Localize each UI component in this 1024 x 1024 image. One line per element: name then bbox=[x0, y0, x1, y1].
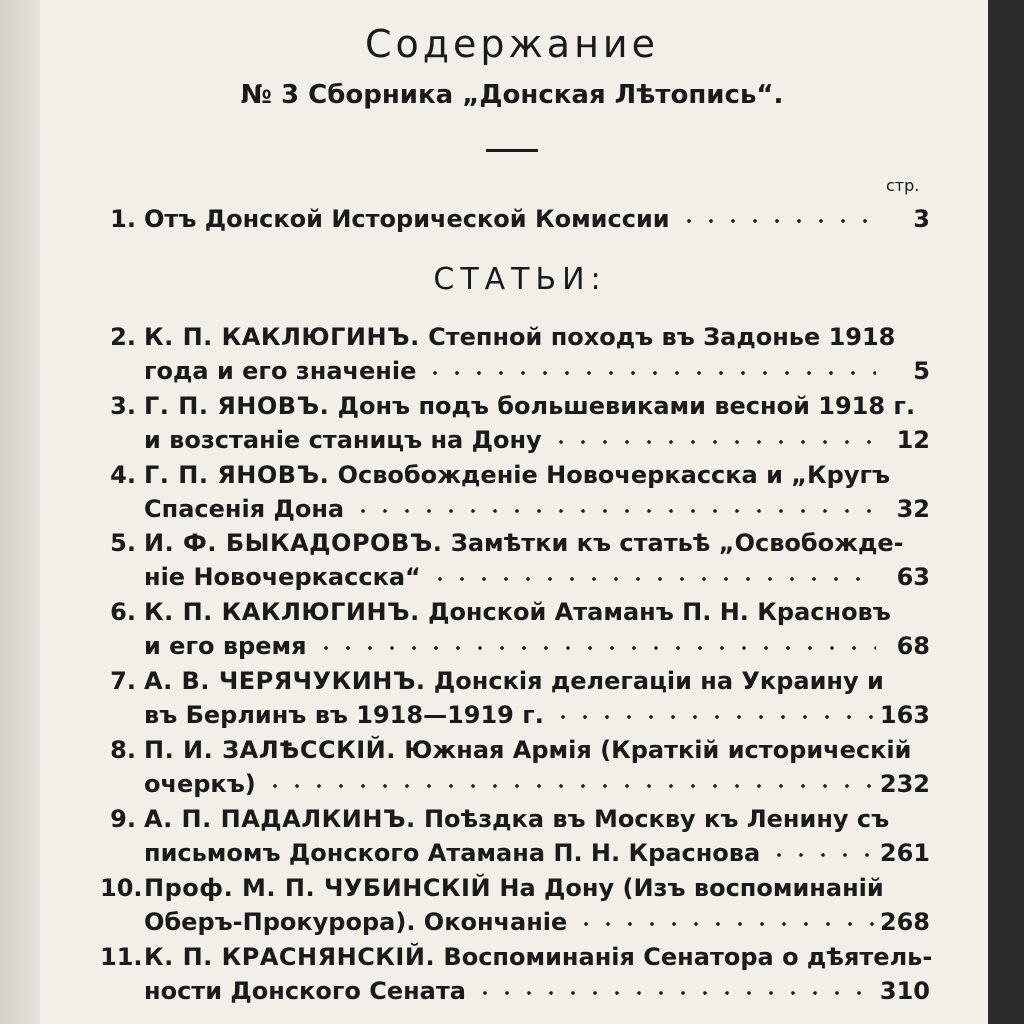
dot-leader bbox=[474, 991, 876, 995]
entry-page: 5 bbox=[913, 357, 930, 385]
entry-title-continued: очеркъ) bbox=[144, 770, 256, 798]
toc-entry bbox=[100, 320, 930, 388]
toc-entry bbox=[100, 802, 930, 870]
entry-line bbox=[144, 664, 884, 698]
entry-page: 163 bbox=[879, 701, 930, 729]
entry-page: 310 bbox=[879, 977, 930, 1005]
page-title: Содержание bbox=[365, 22, 659, 66]
entry-line bbox=[144, 354, 884, 388]
entry-line bbox=[144, 595, 891, 629]
entry-number: 10. bbox=[100, 874, 143, 902]
entry-title-continued: и его время bbox=[144, 632, 307, 660]
entry-page: 68 bbox=[896, 632, 930, 660]
dot-leader bbox=[550, 440, 876, 444]
dot-leader bbox=[264, 784, 876, 788]
entry-line bbox=[144, 560, 884, 594]
entry-title: Воспоминанія Сенатора о дѣятель- bbox=[443, 943, 933, 971]
section-heading: СТАТЬИ: bbox=[433, 262, 607, 297]
entry-title-continued: и возстаніе станицъ на Дону bbox=[144, 426, 542, 454]
entry-author: К. П. КРАСНЯНСКІЙ. bbox=[144, 943, 436, 971]
entry-title: Донскія делегаціи на Украину и bbox=[433, 667, 884, 695]
entry-page: 232 bbox=[879, 770, 930, 798]
page-column-label: стр. bbox=[886, 176, 920, 195]
entry-title: Поѣздка въ Москву къ Ленину съ bbox=[423, 805, 890, 833]
toc-entry bbox=[100, 595, 930, 663]
entry-page: 261 bbox=[879, 839, 930, 867]
entry-line bbox=[144, 940, 933, 974]
entry-text bbox=[144, 802, 890, 870]
entry-page: 12 bbox=[896, 426, 930, 454]
entry-page: 32 bbox=[896, 495, 930, 523]
entry-title-continued: года и его значеніе bbox=[144, 357, 417, 385]
entry-title-continued: въ Берлинъ въ 1918—1919 г. bbox=[144, 701, 544, 729]
entry-number: 6. bbox=[110, 598, 136, 626]
dot-leader bbox=[575, 922, 876, 926]
entry-line bbox=[144, 905, 884, 939]
entry-line bbox=[144, 202, 884, 236]
toc-entry bbox=[100, 526, 930, 594]
entry-line bbox=[144, 802, 890, 836]
dot-leader bbox=[429, 577, 876, 581]
entry-line bbox=[144, 526, 904, 560]
entry-number: 5. bbox=[110, 529, 136, 557]
entry-page: 268 bbox=[879, 908, 930, 936]
entry-title: Степной походъ въ Задонье 1918 bbox=[428, 323, 896, 351]
entry-title-continued: письмомъ Донского Атамана П. Н. Краснова bbox=[144, 839, 761, 867]
entry-line bbox=[144, 974, 884, 1008]
dot-leader bbox=[315, 646, 876, 650]
entry-title-continued: ности Донского Сената bbox=[144, 977, 466, 1005]
entry-text bbox=[144, 202, 884, 236]
entry-author: Г. П. ЯНОВЪ. bbox=[144, 461, 330, 489]
toc-entry bbox=[100, 871, 930, 939]
entry-number: 7. bbox=[110, 667, 136, 695]
entry-number: 11. bbox=[100, 943, 143, 971]
entry-author: П. И. ЗАЛѢССКІЙ. bbox=[144, 736, 396, 764]
entry-title: Донъ подъ большевиками весной 1918 г. bbox=[337, 392, 916, 420]
toc-entry bbox=[100, 664, 930, 732]
entry-title: Замѣтки къ статьѣ „Освобожде- bbox=[450, 529, 904, 557]
entry-number: 9. bbox=[110, 805, 136, 833]
entry-title: Южная Армія (Краткій историческій bbox=[404, 736, 912, 764]
dot-leader bbox=[424, 371, 876, 375]
divider-rule bbox=[486, 149, 538, 152]
toc-entry bbox=[100, 202, 930, 236]
entry-author: К. П. КАКЛЮГИНЪ. bbox=[144, 323, 420, 351]
entry-line bbox=[144, 629, 884, 663]
entry-line bbox=[144, 423, 884, 457]
toc-entry bbox=[100, 940, 933, 1008]
entry-text bbox=[144, 458, 891, 526]
toc-entry bbox=[100, 733, 930, 801]
entry-line bbox=[144, 698, 884, 732]
entry-title: Донской Атаманъ П. Н. Красновъ bbox=[428, 598, 891, 626]
entry-text bbox=[144, 526, 904, 594]
dot-leader bbox=[768, 853, 876, 857]
page-subtitle: № 3 Сборника „Донская Лѣтопись“. bbox=[240, 80, 784, 110]
entry-title: Отъ Донской Исторической Комиссии bbox=[144, 205, 670, 233]
entry-line bbox=[144, 492, 884, 526]
entry-author: А. В. ЧЕРЯЧУКИНЪ. bbox=[144, 667, 426, 695]
page-edge-left bbox=[0, 0, 40, 1024]
entry-text bbox=[144, 320, 896, 388]
entry-line bbox=[144, 458, 891, 492]
entry-number: 2. bbox=[110, 323, 136, 351]
entry-line bbox=[144, 836, 884, 870]
entry-title-continued: ніе Новочеркасска“ bbox=[144, 563, 421, 591]
entry-line bbox=[144, 320, 896, 354]
entry-author: Г. П. ЯНОВЪ. bbox=[144, 392, 330, 420]
page-edge-right bbox=[988, 0, 1024, 1024]
entry-author: Проф. М. П. ЧУБИНСКІЙ bbox=[144, 874, 492, 902]
entry-page: 3 bbox=[913, 205, 930, 233]
entry-page: 63 bbox=[896, 563, 930, 591]
entry-author: А. П. ПАДАЛКИНЪ. bbox=[144, 805, 416, 833]
dot-leader bbox=[678, 219, 876, 223]
toc-entry bbox=[100, 458, 930, 526]
entry-line bbox=[144, 389, 916, 423]
dot-leader bbox=[552, 715, 876, 719]
entry-text bbox=[144, 871, 884, 939]
entry-number: 4. bbox=[110, 461, 136, 489]
entry-line bbox=[144, 767, 884, 801]
entry-number: 3. bbox=[110, 392, 136, 420]
entry-line bbox=[144, 871, 884, 905]
toc-entry bbox=[100, 389, 930, 457]
entry-line bbox=[144, 733, 912, 767]
dot-leader bbox=[352, 509, 876, 513]
entry-number: 8. bbox=[110, 736, 136, 764]
entry-number: 1. bbox=[110, 205, 136, 233]
entry-title-continued: Оберъ-Прокурора). Окончаніе bbox=[144, 908, 568, 936]
entry-author: К. П. КАКЛЮГИНЪ. bbox=[144, 598, 420, 626]
entry-text bbox=[144, 595, 891, 663]
entry-title-continued: Спасенія Дона bbox=[144, 495, 345, 523]
entry-author: И. Ф. БЫКАДОРОВЪ. bbox=[144, 529, 443, 557]
entry-text bbox=[144, 664, 884, 732]
entry-title: На Дону (Изъ воспоминаній bbox=[499, 874, 884, 902]
entry-title: Освобожденіе Новочеркасска и „Кругъ bbox=[337, 461, 891, 489]
